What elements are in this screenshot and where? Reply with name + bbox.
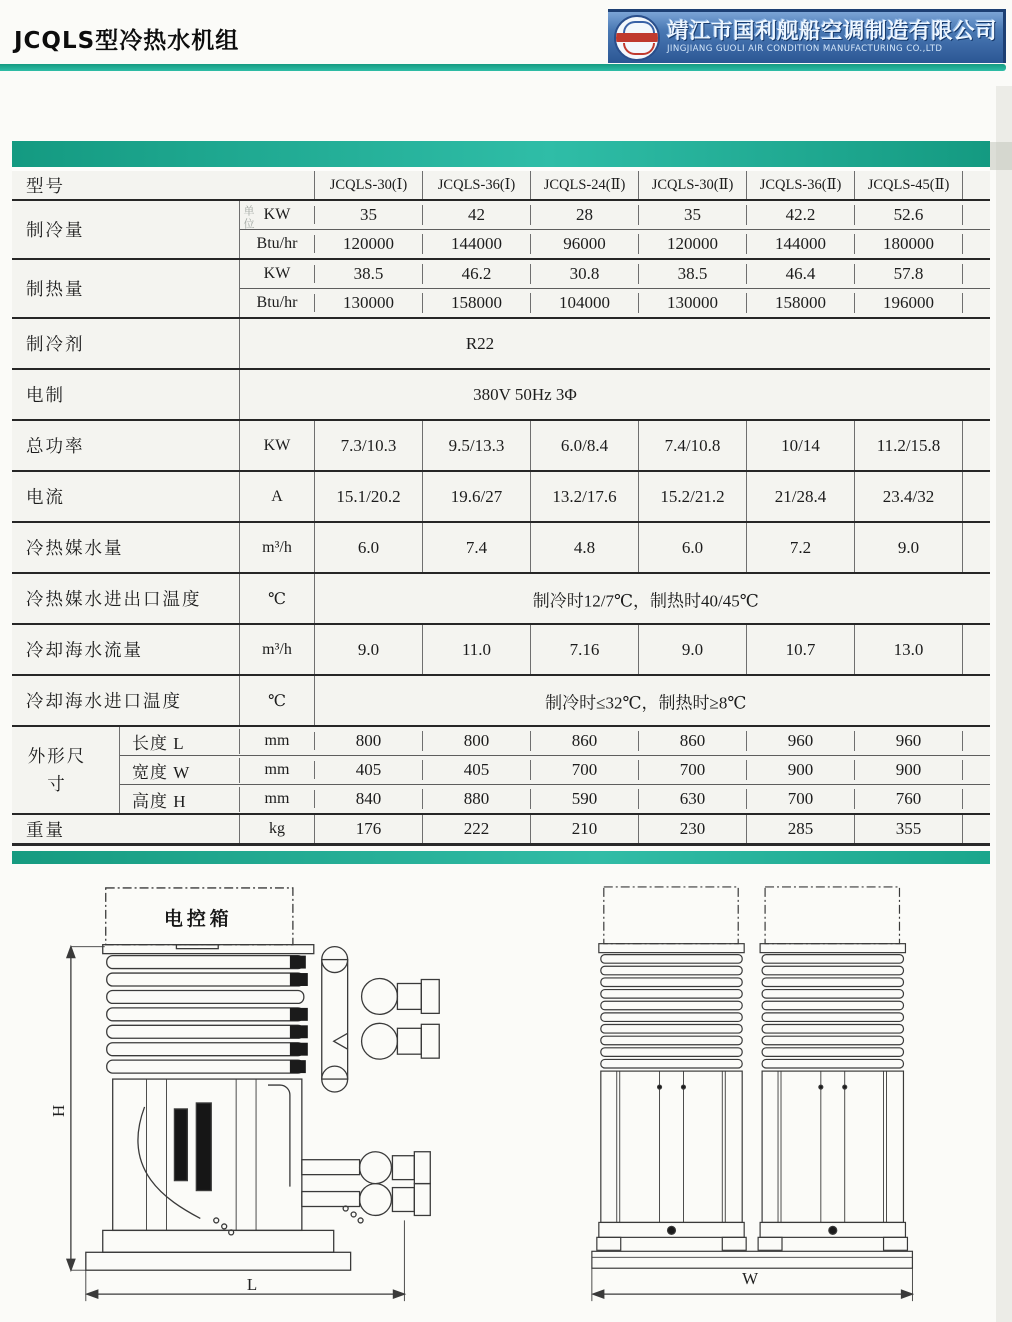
value-cell: 630	[639, 789, 747, 809]
company-logo-icon	[614, 15, 660, 61]
value-cell: 38.5	[639, 264, 747, 284]
spec-row-merged	[12, 368, 990, 419]
table-top-bar	[12, 141, 990, 171]
width-dimension-label: W	[742, 1269, 759, 1289]
base-plate	[86, 1230, 351, 1270]
value-cell: 30.8	[531, 264, 639, 284]
row-label: 冷热媒水量	[12, 523, 240, 572]
value-cell: 9.0	[639, 625, 747, 674]
spec-row	[120, 755, 990, 784]
filler-cell	[963, 523, 990, 572]
value-cell: 4.8	[531, 523, 639, 572]
table-bottom-bar	[12, 851, 990, 864]
logo-arc-bottom	[623, 43, 655, 55]
value-cell: 760	[855, 789, 963, 809]
value-cell: 7.4/10.8	[639, 421, 747, 470]
model-header-cell: JCQLS-45(Ⅱ)	[855, 171, 963, 199]
value-cell: 104000	[531, 293, 639, 313]
dim-sublabel: 长度 L	[120, 729, 240, 754]
value-cell: 960	[747, 731, 855, 751]
value-cell: 210	[531, 815, 639, 843]
control-box-label: 电控箱	[163, 908, 233, 930]
model-row	[12, 171, 990, 199]
side-view-drawing	[28, 872, 508, 1317]
spec-table	[12, 141, 990, 864]
unit-cell: KW	[240, 421, 315, 470]
value-cell: 130000	[315, 293, 423, 313]
value-cell: 11.2/15.8	[855, 421, 963, 470]
spec-row	[240, 201, 990, 229]
merged-value-cell	[315, 676, 990, 725]
merged-value-cell	[315, 574, 990, 623]
common-base	[592, 1251, 913, 1268]
value-cell: 21/28.4	[747, 472, 855, 521]
model-header-cell: JCQLS-24(Ⅱ)	[531, 171, 639, 199]
dim-sublabel: 宽度 W	[120, 758, 240, 783]
spec-row	[12, 419, 990, 470]
value-cell: 405	[423, 760, 531, 780]
group-label: 外形尺寸	[12, 727, 120, 813]
unit-column-left	[597, 887, 746, 1250]
value-cell: 840	[315, 789, 423, 809]
unit-cell: mm	[240, 761, 315, 779]
value-cell: 46.2	[423, 264, 531, 284]
value-cell: 9.0	[855, 523, 963, 572]
value-cell: 57.8	[855, 264, 963, 284]
row-label: 重量	[12, 815, 240, 843]
spec-group	[12, 199, 990, 258]
value-cell: 196000	[855, 293, 963, 313]
unit-cell: A	[240, 472, 315, 521]
value-cell: 42.2	[747, 205, 855, 225]
value-cell: 800	[315, 731, 423, 751]
dimension-H	[67, 947, 105, 1271]
value-cell: 10/14	[747, 421, 855, 470]
value-cell: 355	[855, 815, 963, 843]
value-cell: 900	[855, 760, 963, 780]
value-cell: 176	[315, 815, 423, 843]
spec-row	[240, 260, 990, 288]
spec-row	[240, 229, 990, 258]
value-cell: 285	[747, 815, 855, 843]
value-cell: 9.5/13.3	[423, 421, 531, 470]
value-cell: 7.4	[423, 523, 531, 572]
value-cell: 38.5	[315, 264, 423, 284]
filler-cell	[963, 472, 990, 521]
value-cell: 10.7	[747, 625, 855, 674]
value-cell: 900	[747, 760, 855, 780]
row-label: 总功率	[12, 421, 240, 470]
unit-cell: Btu/hr	[240, 235, 315, 253]
water-connections-lower	[302, 1152, 430, 1223]
spec-row	[240, 288, 990, 317]
group-label: 制热量	[12, 260, 240, 317]
merged-value: 制冷时≤32℃，制热时≥8℃	[545, 693, 747, 712]
spec-row	[12, 813, 990, 843]
value-cell: 7.3/10.3	[315, 421, 423, 470]
model-row-label: 型号	[12, 171, 315, 199]
spec-row	[12, 623, 990, 674]
unit-cell: ℃	[240, 676, 315, 725]
merged-value: 380V 50Hz 3Φ	[473, 384, 577, 404]
value-cell: 6.0	[315, 523, 423, 572]
value-cell: 230	[639, 815, 747, 843]
unit-cell: KW	[240, 206, 315, 224]
value-cell: 52.6	[855, 205, 963, 225]
unit-column-right	[758, 887, 907, 1250]
merged-value: 制冷时12/7℃，制热时40/45℃	[532, 591, 759, 610]
logo-band	[614, 33, 660, 42]
value-cell: 860	[639, 731, 747, 751]
spec-row	[120, 784, 990, 813]
dim-sublabel: 高度 H	[120, 787, 240, 812]
row-label: 冷却海水进口温度	[12, 676, 240, 725]
merged-value-cell	[240, 319, 990, 368]
spec-row-merged	[12, 674, 990, 725]
row-label: 电制	[12, 370, 240, 419]
value-cell: 405	[315, 760, 423, 780]
value-cell: 880	[423, 789, 531, 809]
unit-cell: mm	[240, 790, 315, 808]
model-header-cell: JCQLS-36(Ⅰ)	[423, 171, 531, 199]
fin-stack	[762, 955, 903, 1068]
value-cell: 15.1/20.2	[315, 472, 423, 521]
value-cell: 9.0	[315, 625, 423, 674]
value-cell: 158000	[747, 293, 855, 313]
spec-row	[120, 727, 990, 755]
spec-row-merged	[12, 317, 990, 368]
value-cell: 960	[855, 731, 963, 751]
model-header-cell: JCQLS-36(Ⅱ)	[747, 171, 855, 199]
value-cell: 144000	[423, 234, 531, 254]
fin-stack	[601, 955, 742, 1068]
unit-note-vertical: 单位	[242, 205, 254, 231]
row-label: 冷却海水流量	[12, 625, 240, 674]
value-cell: 222	[423, 815, 531, 843]
value-cell: 700	[747, 789, 855, 809]
dimension-L	[86, 1220, 405, 1301]
value-cell: 6.0/8.4	[531, 421, 639, 470]
value-cell: 11.0	[423, 625, 531, 674]
merged-value-cell	[240, 370, 990, 419]
spec-group	[12, 258, 990, 317]
unit-cell: ℃	[240, 574, 315, 623]
value-cell: 120000	[315, 234, 423, 254]
value-cell: 42	[423, 205, 531, 225]
value-cell: 96000	[531, 234, 639, 254]
value-cell: 35	[315, 205, 423, 225]
spec-row-merged	[12, 572, 990, 623]
value-cell: 180000	[855, 234, 963, 254]
value-cell: 28	[531, 205, 639, 225]
value-cell: 860	[531, 731, 639, 751]
value-cell: 19.6/27	[423, 472, 531, 521]
header-divider	[0, 64, 1006, 71]
unit-cell: m³/h	[240, 523, 315, 572]
value-cell: 15.2/21.2	[639, 472, 747, 521]
value-cell: 800	[423, 731, 531, 751]
unit-cell: mm	[240, 732, 315, 750]
model-header-cell: JCQLS-30(Ⅱ)	[639, 171, 747, 199]
unit-cell: m³/h	[240, 625, 315, 674]
water-connections-upper	[334, 979, 440, 1060]
merged-value: R22	[465, 333, 495, 353]
filler-cell	[963, 625, 990, 674]
spec-row	[12, 470, 990, 521]
value-cell: 7.2	[747, 523, 855, 572]
cabinet-body	[113, 1079, 302, 1235]
height-dimension-label: H	[48, 1104, 68, 1118]
coil-stack	[107, 947, 348, 1092]
value-cell: 46.4	[747, 264, 855, 284]
value-cell: 700	[639, 760, 747, 780]
value-cell: 23.4/32	[855, 472, 963, 521]
logo-arc-top	[623, 21, 655, 33]
value-cell: 700	[531, 760, 639, 780]
value-cell: 130000	[639, 293, 747, 313]
value-cell: 144000	[747, 234, 855, 254]
value-cell: 6.0	[639, 523, 747, 572]
company-banner	[608, 9, 1006, 63]
company-name-en: JINGJIANG GUOLI AIR CONDITION MANUFACTURING CO.,LTD	[667, 44, 943, 55]
company-name-cn: 靖江市国利舰船空调制造有限公司	[667, 18, 998, 44]
unit-cell: Btu/hr	[240, 294, 315, 312]
row-label: 电流	[12, 472, 240, 521]
value-cell: 13.0	[855, 625, 963, 674]
group-label: 制冷量	[12, 201, 240, 258]
value-cell: 158000	[423, 293, 531, 313]
value-cell: 35	[639, 205, 747, 225]
filler-cell	[963, 171, 990, 199]
unit-cell: kg	[240, 815, 315, 843]
value-cell: 120000	[639, 234, 747, 254]
unit-cell: KW	[240, 265, 315, 283]
filler-cell	[963, 421, 990, 470]
length-dimension-label: L	[246, 1275, 258, 1295]
spec-table-grid	[12, 171, 990, 846]
filler-cell	[963, 815, 990, 843]
value-cell: 590	[531, 789, 639, 809]
front-view-drawing	[558, 872, 1010, 1317]
spec-row	[12, 521, 990, 572]
page-title: JCQLS型冷热水机组	[14, 28, 240, 54]
row-label: 冷热媒水进出口温度	[12, 574, 240, 623]
dims-group	[12, 725, 990, 813]
row-label: 制冷剂	[12, 319, 240, 368]
value-cell: 13.2/17.6	[531, 472, 639, 521]
model-header-cell: JCQLS-30(Ⅰ)	[315, 171, 423, 199]
value-cell: 7.16	[531, 625, 639, 674]
